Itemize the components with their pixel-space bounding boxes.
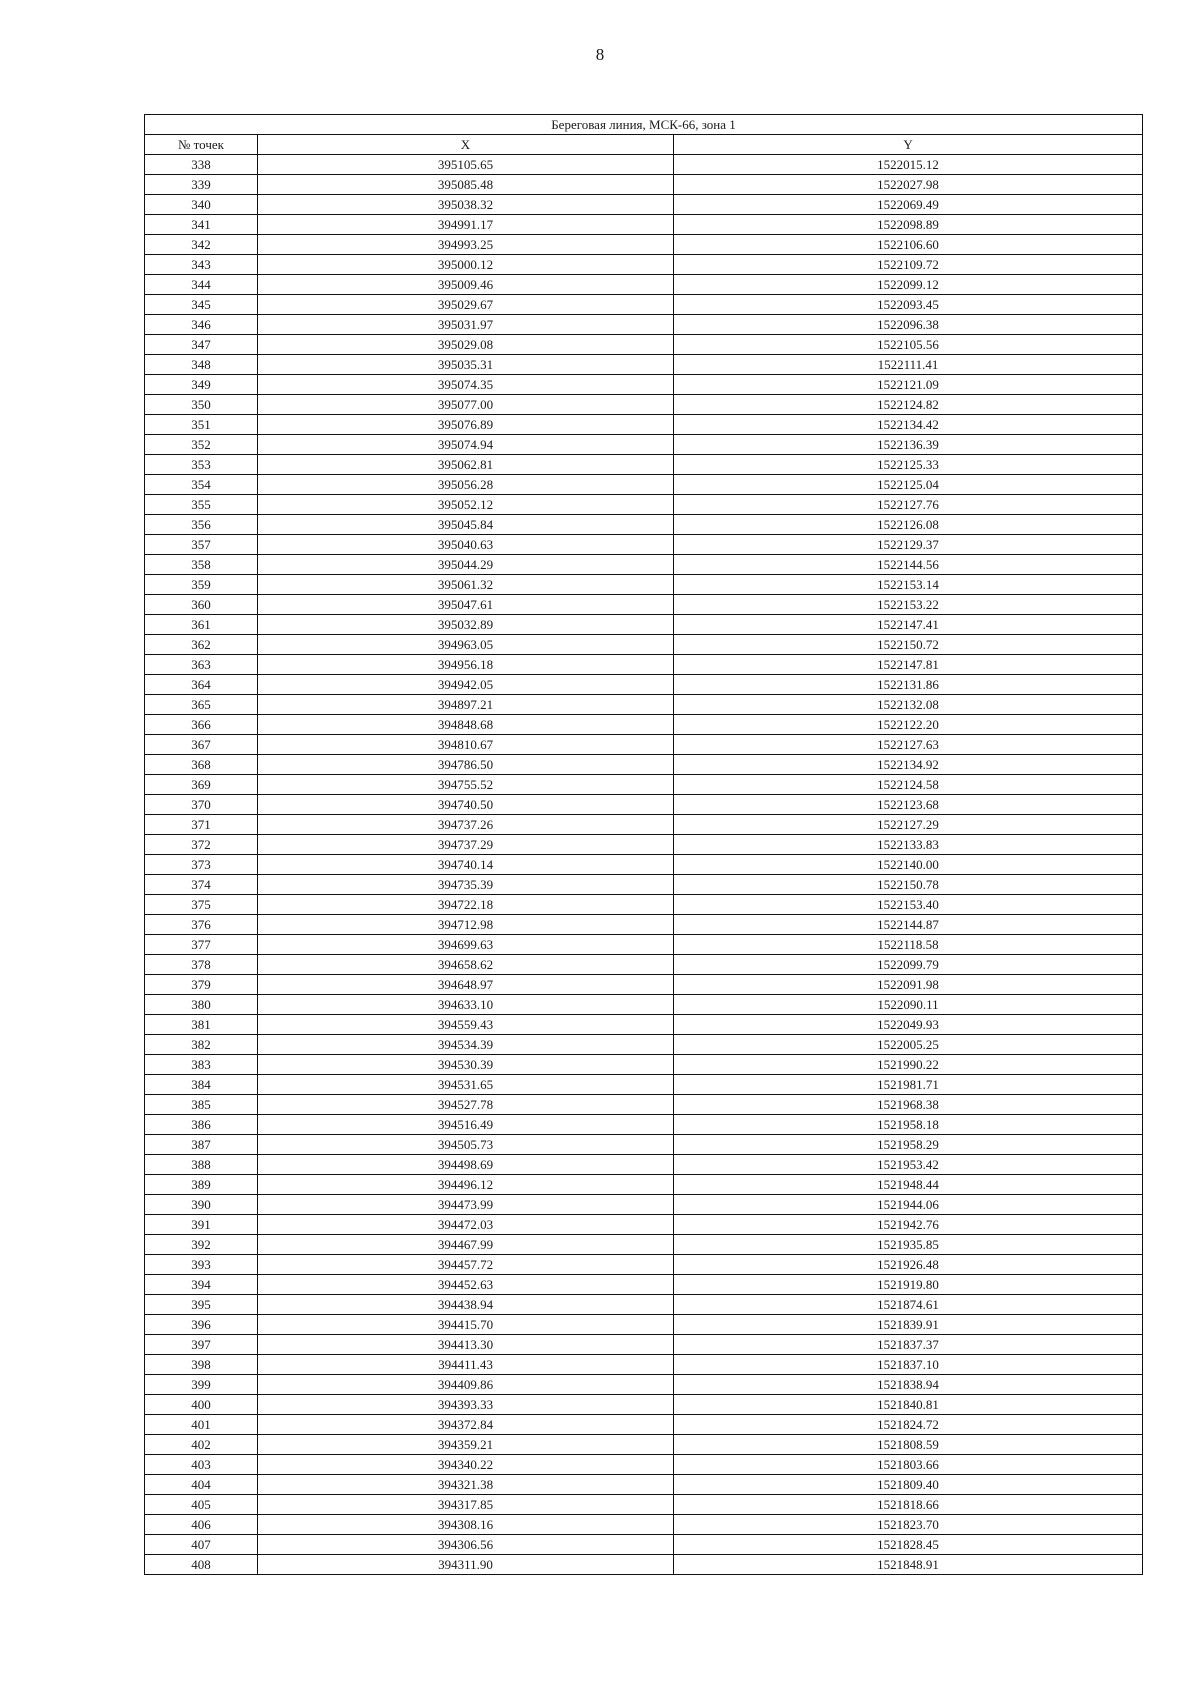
- table-row: [145, 355, 1143, 375]
- cell-x: 394737.26: [258, 815, 674, 835]
- table-title-row: [145, 115, 1143, 135]
- table-row: [145, 575, 1143, 595]
- cell-point-number: 402: [145, 1435, 258, 1455]
- cell-x: 395038.32: [258, 195, 674, 215]
- cell-y: 1521848.91: [674, 1555, 1143, 1575]
- cell-y: 1522106.60: [674, 235, 1143, 255]
- table-row: [145, 395, 1143, 415]
- cell-y: 1522090.11: [674, 995, 1143, 1015]
- cell-x: 394740.14: [258, 855, 674, 875]
- cell-x: 394897.21: [258, 695, 674, 715]
- header-point-number: № точек: [145, 135, 258, 155]
- table-row: [145, 1135, 1143, 1155]
- cell-x: 394658.62: [258, 955, 674, 975]
- table-row: [145, 695, 1143, 715]
- cell-point-number: 399: [145, 1375, 258, 1395]
- cell-y: 1521809.40: [674, 1475, 1143, 1495]
- cell-x: 394472.03: [258, 1215, 674, 1235]
- cell-point-number: 343: [145, 255, 258, 275]
- table-row: [145, 1055, 1143, 1075]
- cell-point-number: 367: [145, 735, 258, 755]
- table-row: [145, 1195, 1143, 1215]
- cell-x: 394991.17: [258, 215, 674, 235]
- cell-y: 1521944.06: [674, 1195, 1143, 1215]
- table-row: [145, 315, 1143, 335]
- cell-y: 1522005.25: [674, 1035, 1143, 1055]
- cell-point-number: 359: [145, 575, 258, 595]
- cell-y: 1522124.58: [674, 775, 1143, 795]
- cell-y: 1521935.85: [674, 1235, 1143, 1255]
- header-x: X: [258, 135, 674, 155]
- cell-point-number: 357: [145, 535, 258, 555]
- coordinates-table: [144, 114, 1143, 1575]
- table-row: [145, 1095, 1143, 1115]
- cell-y: 1521840.81: [674, 1395, 1143, 1415]
- table-row: [145, 415, 1143, 435]
- cell-y: 1522096.38: [674, 315, 1143, 335]
- cell-y: 1522098.89: [674, 215, 1143, 235]
- cell-y: 1522109.72: [674, 255, 1143, 275]
- cell-y: 1522131.86: [674, 675, 1143, 695]
- cell-y: 1522140.00: [674, 855, 1143, 875]
- cell-point-number: 404: [145, 1475, 258, 1495]
- cell-y: 1522105.56: [674, 335, 1143, 355]
- cell-point-number: 358: [145, 555, 258, 575]
- cell-x: 394496.12: [258, 1175, 674, 1195]
- table-row: [145, 635, 1143, 655]
- cell-point-number: 397: [145, 1335, 258, 1355]
- cell-y: 1521990.22: [674, 1055, 1143, 1075]
- cell-x: 394516.49: [258, 1115, 674, 1135]
- cell-point-number: 375: [145, 895, 258, 915]
- cell-point-number: 401: [145, 1415, 258, 1435]
- cell-y: 1521828.45: [674, 1535, 1143, 1555]
- cell-point-number: 371: [145, 815, 258, 835]
- cell-point-number: 384: [145, 1075, 258, 1095]
- cell-x: 394737.29: [258, 835, 674, 855]
- cell-point-number: 366: [145, 715, 258, 735]
- table-row: [145, 435, 1143, 455]
- cell-x: 394321.38: [258, 1475, 674, 1495]
- cell-x: 394393.33: [258, 1395, 674, 1415]
- cell-x: 394411.43: [258, 1355, 674, 1375]
- cell-point-number: 381: [145, 1015, 258, 1035]
- cell-x: 394963.05: [258, 635, 674, 655]
- cell-point-number: 378: [145, 955, 258, 975]
- cell-y: 1522127.76: [674, 495, 1143, 515]
- cell-y: 1521958.29: [674, 1135, 1143, 1155]
- cell-x: 395035.31: [258, 355, 674, 375]
- cell-x: 395009.46: [258, 275, 674, 295]
- cell-x: 394409.86: [258, 1375, 674, 1395]
- cell-y: 1522125.33: [674, 455, 1143, 475]
- cell-x: 394438.94: [258, 1295, 674, 1315]
- table-row: [145, 1535, 1143, 1555]
- table-row: [145, 795, 1143, 815]
- table-row: [145, 1415, 1143, 1435]
- cell-x: 394527.78: [258, 1095, 674, 1115]
- cell-point-number: 393: [145, 1255, 258, 1275]
- table-row: [145, 1375, 1143, 1395]
- cell-x: 394648.97: [258, 975, 674, 995]
- cell-x: 394372.84: [258, 1415, 674, 1435]
- cell-point-number: 363: [145, 655, 258, 675]
- cell-y: 1522150.78: [674, 875, 1143, 895]
- cell-y: 1522126.08: [674, 515, 1143, 535]
- cell-x: 395077.00: [258, 395, 674, 415]
- cell-y: 1521808.59: [674, 1435, 1143, 1455]
- cell-point-number: 360: [145, 595, 258, 615]
- cell-point-number: 370: [145, 795, 258, 815]
- cell-x: 395044.29: [258, 555, 674, 575]
- table-row: [145, 715, 1143, 735]
- cell-y: 1522125.04: [674, 475, 1143, 495]
- cell-y: 1521837.10: [674, 1355, 1143, 1375]
- cell-x: 394498.69: [258, 1155, 674, 1175]
- cell-y: 1522134.42: [674, 415, 1143, 435]
- cell-x: 394993.25: [258, 235, 674, 255]
- cell-x: 394473.99: [258, 1195, 674, 1215]
- table-row: [145, 835, 1143, 855]
- cell-x: 394786.50: [258, 755, 674, 775]
- cell-x: 395029.67: [258, 295, 674, 315]
- cell-point-number: 392: [145, 1235, 258, 1255]
- table-row: [145, 875, 1143, 895]
- cell-x: 394457.72: [258, 1255, 674, 1275]
- cell-point-number: 364: [145, 675, 258, 695]
- cell-point-number: 347: [145, 335, 258, 355]
- cell-point-number: 345: [145, 295, 258, 315]
- cell-x: 394633.10: [258, 995, 674, 1015]
- cell-x: 394755.52: [258, 775, 674, 795]
- table-row: [145, 1335, 1143, 1355]
- cell-y: 1522132.08: [674, 695, 1143, 715]
- cell-x: 395074.94: [258, 435, 674, 455]
- table-body: [145, 155, 1143, 1575]
- cell-point-number: 385: [145, 1095, 258, 1115]
- table-row: [145, 515, 1143, 535]
- cell-x: 394311.90: [258, 1555, 674, 1575]
- cell-y: 1522015.12: [674, 155, 1143, 175]
- cell-point-number: 408: [145, 1555, 258, 1575]
- cell-point-number: 348: [145, 355, 258, 375]
- table-row: [145, 1495, 1143, 1515]
- table-row: [145, 755, 1143, 775]
- cell-y: 1522147.41: [674, 615, 1143, 635]
- cell-x: 394413.30: [258, 1335, 674, 1355]
- cell-point-number: 340: [145, 195, 258, 215]
- table-row: [145, 1115, 1143, 1135]
- cell-point-number: 403: [145, 1455, 258, 1475]
- cell-point-number: 389: [145, 1175, 258, 1195]
- cell-point-number: 377: [145, 935, 258, 955]
- cell-y: 1521874.61: [674, 1295, 1143, 1315]
- cell-point-number: 365: [145, 695, 258, 715]
- cell-point-number: 394: [145, 1275, 258, 1295]
- table-row: [145, 215, 1143, 235]
- table-row: [145, 675, 1143, 695]
- header-y: Y: [674, 135, 1143, 155]
- table-row: [145, 235, 1143, 255]
- table-row: [145, 275, 1143, 295]
- cell-point-number: 344: [145, 275, 258, 295]
- table-row: [145, 1275, 1143, 1295]
- table-row: [145, 555, 1143, 575]
- cell-y: 1521948.44: [674, 1175, 1143, 1195]
- cell-x: 394317.85: [258, 1495, 674, 1515]
- table-row: [145, 475, 1143, 495]
- table-row: [145, 615, 1143, 635]
- cell-y: 1522133.83: [674, 835, 1143, 855]
- table-row: [145, 335, 1143, 355]
- cell-point-number: 387: [145, 1135, 258, 1155]
- cell-point-number: 398: [145, 1355, 258, 1375]
- table-row: [145, 1395, 1143, 1415]
- cell-point-number: 406: [145, 1515, 258, 1535]
- cell-point-number: 395: [145, 1295, 258, 1315]
- cell-y: 1522150.72: [674, 635, 1143, 655]
- cell-x: 394308.16: [258, 1515, 674, 1535]
- cell-y: 1522129.37: [674, 535, 1143, 555]
- cell-x: 394848.68: [258, 715, 674, 735]
- cell-point-number: 338: [145, 155, 258, 175]
- cell-y: 1521838.94: [674, 1375, 1143, 1395]
- cell-x: 395062.81: [258, 455, 674, 475]
- cell-y: 1522136.39: [674, 435, 1143, 455]
- cell-y: 1521953.42: [674, 1155, 1143, 1175]
- table-row: [145, 455, 1143, 475]
- cell-x: 395085.48: [258, 175, 674, 195]
- cell-x: 394467.99: [258, 1235, 674, 1255]
- cell-x: 395032.89: [258, 615, 674, 635]
- table-row: [145, 1015, 1143, 1035]
- cell-y: 1521818.66: [674, 1495, 1143, 1515]
- cell-x: 395000.12: [258, 255, 674, 275]
- cell-y: 1522153.14: [674, 575, 1143, 595]
- cell-y: 1522127.29: [674, 815, 1143, 835]
- cell-y: 1522153.40: [674, 895, 1143, 915]
- cell-x: 394740.50: [258, 795, 674, 815]
- cell-point-number: 388: [145, 1155, 258, 1175]
- cell-x: 395031.97: [258, 315, 674, 335]
- cell-x: 394505.73: [258, 1135, 674, 1155]
- cell-x: 395040.63: [258, 535, 674, 555]
- cell-y: 1521968.38: [674, 1095, 1143, 1115]
- cell-y: 1522118.58: [674, 935, 1143, 955]
- cell-y: 1522127.63: [674, 735, 1143, 755]
- cell-y: 1521942.76: [674, 1215, 1143, 1235]
- cell-x: 395052.12: [258, 495, 674, 515]
- cell-y: 1522121.09: [674, 375, 1143, 395]
- table-row: [145, 1475, 1143, 1495]
- table-row: [145, 195, 1143, 215]
- cell-point-number: 400: [145, 1395, 258, 1415]
- cell-y: 1522134.92: [674, 755, 1143, 775]
- table-row: [145, 495, 1143, 515]
- cell-y: 1522147.81: [674, 655, 1143, 675]
- table-row: [145, 1255, 1143, 1275]
- cell-point-number: 356: [145, 515, 258, 535]
- cell-point-number: 391: [145, 1215, 258, 1235]
- cell-y: 1522144.56: [674, 555, 1143, 575]
- cell-y: 1521958.18: [674, 1115, 1143, 1135]
- cell-point-number: 376: [145, 915, 258, 935]
- cell-x: 394530.39: [258, 1055, 674, 1075]
- cell-y: 1522111.41: [674, 355, 1143, 375]
- cell-y: 1522091.98: [674, 975, 1143, 995]
- cell-point-number: 396: [145, 1315, 258, 1335]
- table-row: [145, 1175, 1143, 1195]
- cell-point-number: 342: [145, 235, 258, 255]
- table-row: [145, 775, 1143, 795]
- table-row: [145, 1295, 1143, 1315]
- cell-y: 1522099.12: [674, 275, 1143, 295]
- cell-point-number: 354: [145, 475, 258, 495]
- cell-y: 1522123.68: [674, 795, 1143, 815]
- cell-x: 395074.35: [258, 375, 674, 395]
- cell-point-number: 386: [145, 1115, 258, 1135]
- cell-x: 395029.08: [258, 335, 674, 355]
- table-row: [145, 735, 1143, 755]
- cell-point-number: 382: [145, 1035, 258, 1055]
- table-row: [145, 1315, 1143, 1335]
- cell-point-number: 341: [145, 215, 258, 235]
- cell-point-number: 346: [145, 315, 258, 335]
- cell-y: 1521803.66: [674, 1455, 1143, 1475]
- table-row: [145, 855, 1143, 875]
- table-row: [145, 155, 1143, 175]
- table-row: [145, 1155, 1143, 1175]
- cell-point-number: 369: [145, 775, 258, 795]
- table-row: [145, 1235, 1143, 1255]
- table-row: [145, 995, 1143, 1015]
- cell-x: 394699.63: [258, 935, 674, 955]
- table-row: [145, 255, 1143, 275]
- table-row: [145, 815, 1143, 835]
- cell-y: 1522124.82: [674, 395, 1143, 415]
- cell-point-number: 383: [145, 1055, 258, 1075]
- cell-point-number: 355: [145, 495, 258, 515]
- table-row: [145, 1035, 1143, 1055]
- table-row: [145, 595, 1143, 615]
- page-number: 8: [595, 45, 605, 64]
- table-title: Береговая линия, МСК-66, зона 1: [145, 115, 1143, 135]
- table-row: [145, 1075, 1143, 1095]
- table-row: [145, 1355, 1143, 1375]
- cell-y: 1522049.93: [674, 1015, 1143, 1035]
- cell-y: 1521839.91: [674, 1315, 1143, 1335]
- cell-point-number: 349: [145, 375, 258, 395]
- cell-point-number: 352: [145, 435, 258, 455]
- cell-x: 394452.63: [258, 1275, 674, 1295]
- table-row: [145, 295, 1143, 315]
- cell-x: 394306.56: [258, 1535, 674, 1555]
- cell-y: 1522093.45: [674, 295, 1143, 315]
- cell-point-number: 362: [145, 635, 258, 655]
- cell-x: 395047.61: [258, 595, 674, 615]
- cell-y: 1522122.20: [674, 715, 1143, 735]
- table-row: [145, 535, 1143, 555]
- cell-x: 394722.18: [258, 895, 674, 915]
- table-row: [145, 975, 1143, 995]
- cell-point-number: 350: [145, 395, 258, 415]
- cell-point-number: 353: [145, 455, 258, 475]
- cell-y: 1522099.79: [674, 955, 1143, 975]
- table-row: [145, 655, 1143, 675]
- table-row: [145, 1555, 1143, 1575]
- cell-y: 1522027.98: [674, 175, 1143, 195]
- cell-y: 1522153.22: [674, 595, 1143, 615]
- cell-point-number: 339: [145, 175, 258, 195]
- cell-point-number: 390: [145, 1195, 258, 1215]
- cell-y: 1521919.80: [674, 1275, 1143, 1295]
- table-row: [145, 955, 1143, 975]
- cell-point-number: 351: [145, 415, 258, 435]
- cell-x: 394810.67: [258, 735, 674, 755]
- cell-point-number: 372: [145, 835, 258, 855]
- table-row: [145, 375, 1143, 395]
- cell-y: 1522144.87: [674, 915, 1143, 935]
- cell-x: 394359.21: [258, 1435, 674, 1455]
- table-row: [145, 935, 1143, 955]
- cell-x: 394534.39: [258, 1035, 674, 1055]
- cell-y: 1521837.37: [674, 1335, 1143, 1355]
- cell-x: 395061.32: [258, 575, 674, 595]
- table-row: [145, 175, 1143, 195]
- table-row: [145, 1215, 1143, 1235]
- cell-x: 394415.70: [258, 1315, 674, 1335]
- table-row: [145, 1435, 1143, 1455]
- table-header-row: [145, 135, 1143, 155]
- cell-x: 394340.22: [258, 1455, 674, 1475]
- cell-y: 1522069.49: [674, 195, 1143, 215]
- cell-x: 394559.43: [258, 1015, 674, 1035]
- cell-x: 395045.84: [258, 515, 674, 535]
- cell-x: 394956.18: [258, 655, 674, 675]
- cell-x: 395056.28: [258, 475, 674, 495]
- cell-point-number: 407: [145, 1535, 258, 1555]
- table-row: [145, 895, 1143, 915]
- cell-x: 394942.05: [258, 675, 674, 695]
- cell-y: 1521824.72: [674, 1415, 1143, 1435]
- cell-x: 395105.65: [258, 155, 674, 175]
- table-row: [145, 1455, 1143, 1475]
- cell-point-number: 368: [145, 755, 258, 775]
- cell-x: 394531.65: [258, 1075, 674, 1095]
- cell-point-number: 380: [145, 995, 258, 1015]
- cell-point-number: 361: [145, 615, 258, 635]
- cell-y: 1521823.70: [674, 1515, 1143, 1535]
- cell-x: 394712.98: [258, 915, 674, 935]
- cell-point-number: 373: [145, 855, 258, 875]
- cell-x: 394735.39: [258, 875, 674, 895]
- cell-y: 1521926.48: [674, 1255, 1143, 1275]
- cell-point-number: 379: [145, 975, 258, 995]
- cell-y: 1521981.71: [674, 1075, 1143, 1095]
- table-row: [145, 1515, 1143, 1535]
- cell-point-number: 405: [145, 1495, 258, 1515]
- cell-point-number: 374: [145, 875, 258, 895]
- table-row: [145, 915, 1143, 935]
- cell-x: 395076.89: [258, 415, 674, 435]
